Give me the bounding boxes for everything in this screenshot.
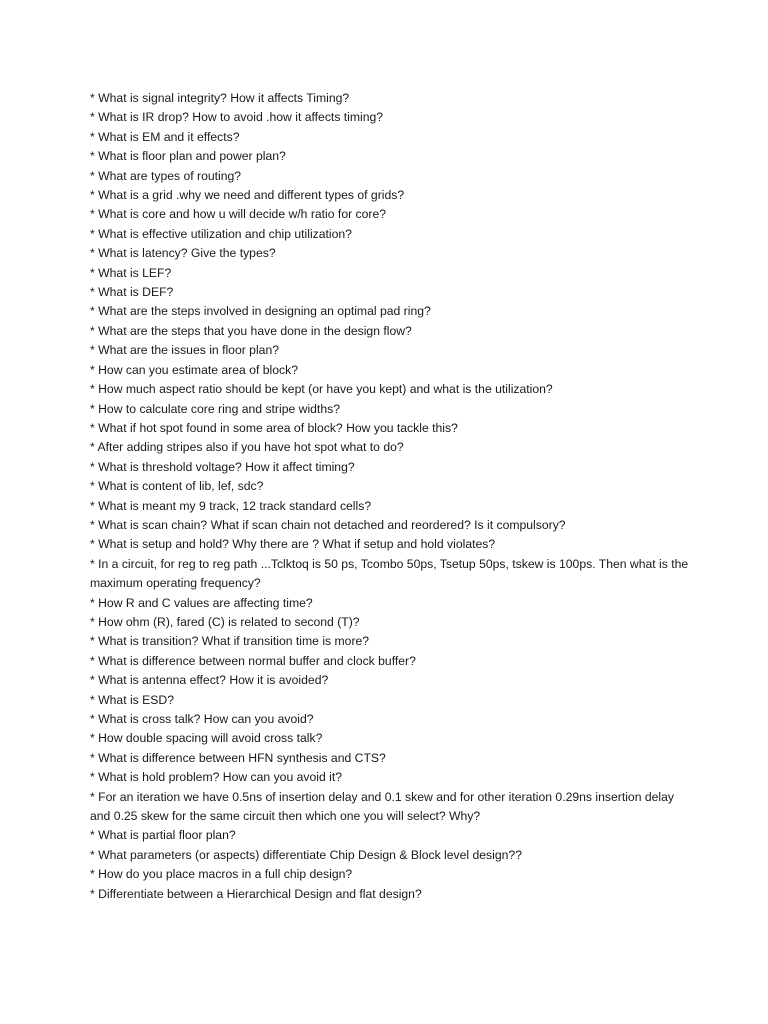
question-item: * What is DEF? [90, 285, 174, 300]
question-item: * What is cross talk? How can you avoid? [90, 712, 314, 726]
question-item: * What is transition? What if transition time is more? [90, 634, 370, 649]
question-item: * What is setup and hold? Why there are ? What if setup and hold violates? [90, 537, 496, 552]
question-item: * How double spacing will avoid cross talk? [90, 731, 323, 746]
question-item: * What is EM and it effects? [90, 129, 240, 144]
question-item: * In a circuit, for reg to reg path ...Tclktoq is 50 ps, Tcombo 50ps, Tsetup 50ps, tskew is 100ps. Then what is the maximum operating frequency? [90, 556, 689, 591]
question-item: * What is meant my 9 track, 12 track standard cells? [90, 498, 372, 513]
question-list [90, 89, 690, 904]
question-item: * What is IR drop? How to avoid .how it affects timing? [90, 110, 384, 125]
question-item: * What are the issues in floor plan? [90, 343, 280, 358]
question-item: * Differentiate between a Hierarchical Design and flat design? [90, 886, 422, 901]
question-item: * How to calculate core ring and stripe widths? [90, 401, 340, 416]
question-item: * What are the steps involved in designing an optimal pad ring? [90, 304, 431, 319]
question-item: * What is antenna effect? How it is avoided? [90, 673, 329, 688]
question-item: * What is core and how u will decide w/h ratio for core? [90, 207, 387, 222]
question-item: * How much aspect ratio should be kept (or have you kept) and what is the utilization? [90, 382, 553, 397]
question-item: * What is scan chain? What if scan chain not detached and reordered? Is it compulsory? [90, 517, 566, 532]
question-item: * What is a grid .why we need and different types of grids? [90, 188, 405, 203]
question-item: * What is latency? Give the types? [90, 246, 276, 261]
question-item: * What is ESD? [90, 692, 174, 707]
question-item: * What is difference between normal buffer and clock buffer? [90, 653, 416, 668]
question-item: * How can you estimate area of block? [90, 362, 298, 377]
question-item: * What is LEF? [90, 265, 172, 280]
question-item: * What are types of routing? [90, 168, 242, 183]
question-item: * What is difference between HFN synthesis and CTS? [90, 750, 386, 765]
question-item: * What parameters (or aspects) differentiate Chip Design & Block level design?? [90, 847, 522, 862]
question-item: * What if hot spot found in some area of block? How you tackle this? [90, 420, 458, 435]
question-item: * What is signal integrity? How it affects Timing? [90, 91, 350, 105]
question-item: * How do you place macros in a full chip design? [90, 867, 353, 882]
question-item: * What are the steps that you have done in the design flow? [90, 323, 412, 338]
question-item: * What is floor plan and power plan? [90, 149, 286, 164]
question-item: * For an iteration we have 0.5ns of insertion delay and 0.1 skew and for other iteration 0.29ns insertion delay and 0.25 skew for the same circuit then which one you will select? Why? [90, 789, 674, 824]
question-item: * How R and C values are affecting time? [90, 595, 313, 610]
question-item: * How ohm (R), fared (C) is related to second (T)? [90, 614, 360, 629]
question-item: * What is partial floor plan? [90, 828, 236, 843]
question-item: * What is threshold voltage? How it affect timing? [90, 459, 355, 474]
question-item: * What is content of lib, lef, sdc? [90, 479, 264, 494]
question-item: * What is effective utilization and chip utilization? [90, 226, 352, 241]
question-item: * After adding stripes also if you have hot spot what to do? [90, 440, 404, 455]
question-item: * What is hold problem? How can you avoid it? [90, 770, 343, 785]
